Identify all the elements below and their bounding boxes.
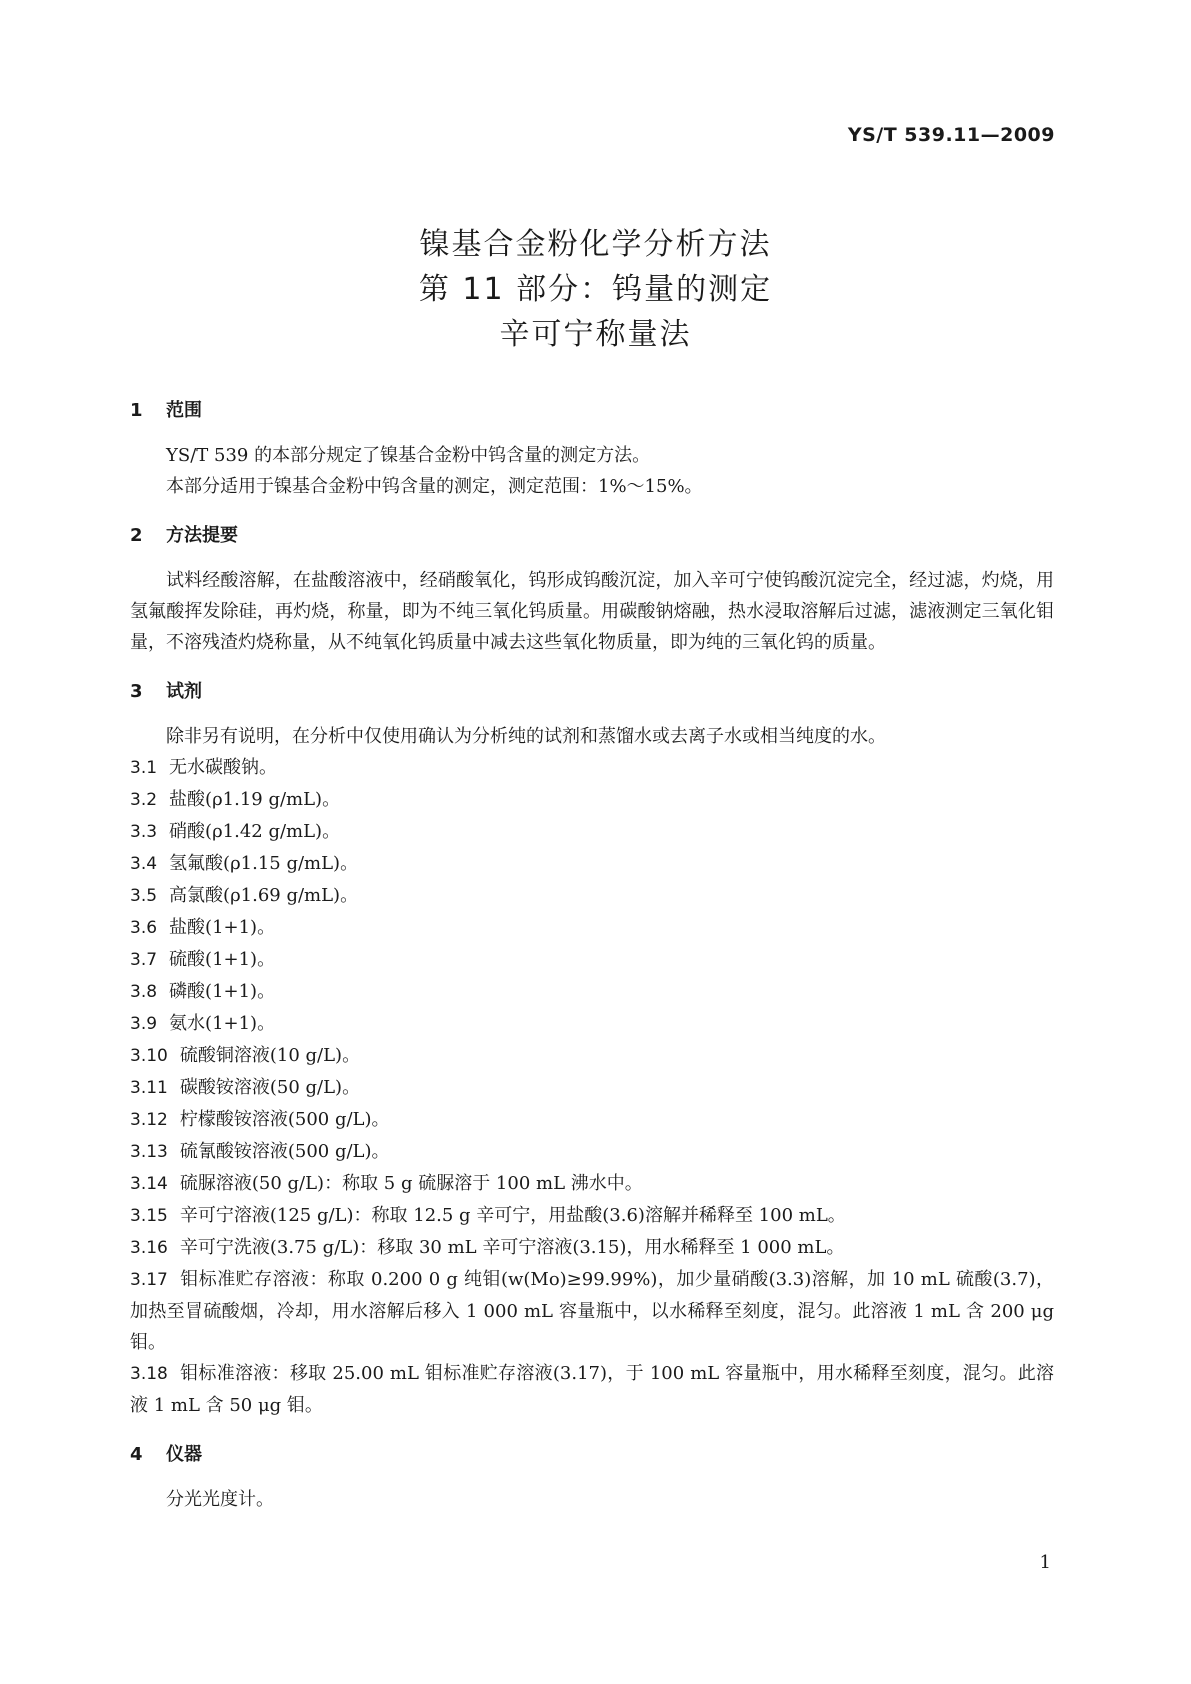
reagent-item-number: 3.3: [130, 822, 158, 842]
reagent-item-text: 辛可宁溶液(125 g/L)：称取 12.5 g 辛可宁，用盐酸(3.6)溶解并稀释至 100 mL。: [179, 1205, 846, 1226]
section-number: 4: [130, 1444, 143, 1465]
reagent-item: [130, 1136, 1054, 1168]
reagent-item-number: 3.10: [130, 1046, 168, 1066]
reagent-item-number: 3.18: [130, 1364, 168, 1384]
section-title: 试剂: [166, 681, 202, 702]
reagent-item: [130, 1008, 1054, 1040]
reagent-item-number: 3.11: [130, 1078, 168, 1098]
reagent-item-text: 盐酸(1+1)。: [169, 917, 276, 938]
paragraph: YS/T 539 的本部分规定了镍基合金粉中钨含量的测定方法。: [166, 445, 651, 466]
paragraph: 分光光度计。: [166, 1489, 274, 1510]
reagent-item: [130, 912, 1054, 944]
reagent-item-text: 磷酸(1+1)。: [169, 981, 276, 1002]
reagent-item-text: 盐酸(ρ1.19 g/mL)。: [169, 789, 341, 810]
section-title: 方法提要: [166, 525, 238, 546]
reagent-item-number: 3.1: [130, 758, 158, 778]
reagent-item: [130, 1200, 1054, 1232]
reagent-item: [130, 752, 1054, 784]
reagent-item-number: 3.7: [130, 950, 158, 970]
title-line-1: 镍基合金粉化学分析方法: [419, 227, 772, 262]
paragraph: 除非另有说明，在分析中仅使用确认为分析纯的试剂和蒸馏水或去离子水或相当纯度的水。: [166, 726, 886, 747]
reagent-item-text: 钼标准贮存溶液：称取 0.200 0 g 纯钼(w(Mo)≥99.99%)，加少量硝酸(3.3)溶解，加 10 mL 硫酸(3.7)，加热至冒硫酸烟，冷却，用水溶解后移入 1 000 mL 容量瓶中，以水稀释至刻度，混匀。此溶液 1 mL 含 200 μg 钼。: [130, 1269, 1054, 1353]
section-heading-reagents: [130, 676, 1054, 707]
section-number: 3: [130, 681, 143, 702]
reagent-item-number: 3.16: [130, 1238, 168, 1258]
document-body: [130, 395, 1054, 1515]
reagent-item: [130, 1232, 1054, 1264]
page-number: 1: [1039, 1552, 1051, 1573]
section-heading-scope: [130, 395, 1054, 426]
reagent-item-number: 3.2: [130, 790, 158, 810]
reagent-item-number: 3.5: [130, 886, 158, 906]
reagent-item-text: 硫脲溶液(50 g/L)：称取 5 g 硫脲溶于 100 mL 沸水中。: [179, 1173, 643, 1194]
section-title: 范围: [166, 400, 202, 421]
reagent-item-number: 3.13: [130, 1142, 168, 1162]
reagent-item-number: 3.15: [130, 1206, 168, 1226]
reagent-item-text: 氢氟酸(ρ1.15 g/mL)。: [169, 853, 359, 874]
reagent-item: [130, 976, 1054, 1008]
reagent-item-text: 硫酸(1+1)。: [169, 949, 276, 970]
section-title: 仪器: [166, 1444, 202, 1465]
document-title: [0, 222, 1191, 357]
reagent-item: [130, 1040, 1054, 1072]
reagent-item-text: 辛可宁洗液(3.75 g/L)：移取 30 mL 辛可宁溶液(3.15)，用水稀释至 1 000 mL。: [179, 1237, 845, 1258]
reagent-item-text: 钼标准溶液：移取 25.00 mL 钼标准贮存溶液(3.17)，于 100 mL 容量瓶中，用水稀释至刻度，混匀。此溶液 1 mL 含 50 μg 钼。: [130, 1363, 1054, 1416]
section-number: 1: [130, 400, 143, 421]
reagent-item: [130, 1358, 1054, 1421]
reagent-item: [130, 1168, 1054, 1200]
paragraph: 试料经酸溶解，在盐酸溶液中，经硝酸氧化，钨形成钨酸沉淀，加入辛可宁使钨酸沉淀完全，经过滤，灼烧，用氢氟酸挥发除硅，再灼烧，称量，即为不纯三氧化钨质量。用碳酸钠熔融，热水浸取溶解后过滤，滤液测定三氧化钼量，不溶残渣灼烧称量，从不纯氧化钨质量中减去这些氧化物质量，即为纯的三氧化钨的质量。: [130, 570, 1054, 653]
reagent-item: [130, 816, 1054, 848]
reagent-item-number: 3.6: [130, 918, 158, 938]
reagent-item: [130, 848, 1054, 880]
reagent-item-number: 3.17: [130, 1270, 168, 1290]
standard-number: YS/T 539.11—2009: [847, 124, 1055, 146]
reagent-item-number: 3.14: [130, 1174, 168, 1194]
reagent-item-number: 3.9: [130, 1014, 158, 1034]
title-line-3: 辛可宁称量法: [499, 317, 692, 352]
reagent-item-text: 硫酸铜溶液(10 g/L)。: [179, 1045, 361, 1066]
section-heading-principle: [130, 520, 1054, 551]
reagent-item-text: 柠檬酸铵溶液(500 g/L)。: [179, 1109, 390, 1130]
reagent-item: [130, 1072, 1054, 1104]
reagent-item-number: 3.8: [130, 982, 158, 1002]
reagent-item-text: 氨水(1+1)。: [169, 1013, 276, 1034]
reagent-item-text: 硫氰酸铵溶液(500 g/L)。: [179, 1141, 390, 1162]
reagent-item: [130, 1264, 1054, 1358]
reagent-item: [130, 944, 1054, 976]
reagent-list: [130, 752, 1054, 1421]
reagent-item-text: 碳酸铵溶液(50 g/L)。: [179, 1077, 361, 1098]
title-line-2: 第 11 部分：钨量的测定: [418, 272, 773, 307]
section-heading-apparatus: [130, 1439, 1054, 1470]
reagent-item-text: 硝酸(ρ1.42 g/mL)。: [169, 821, 341, 842]
paragraph: 本部分适用于镍基合金粉中钨含量的测定，测定范围：1%～15%。: [166, 476, 703, 497]
reagent-item: [130, 1104, 1054, 1136]
reagent-item: [130, 880, 1054, 912]
reagent-item-text: 无水碳酸钠。: [169, 757, 278, 778]
reagent-item-number: 3.4: [130, 854, 158, 874]
reagent-item-number: 3.12: [130, 1110, 168, 1130]
reagent-item: [130, 784, 1054, 816]
section-number: 2: [130, 525, 143, 546]
reagent-item-text: 高氯酸(ρ1.69 g/mL)。: [169, 885, 359, 906]
